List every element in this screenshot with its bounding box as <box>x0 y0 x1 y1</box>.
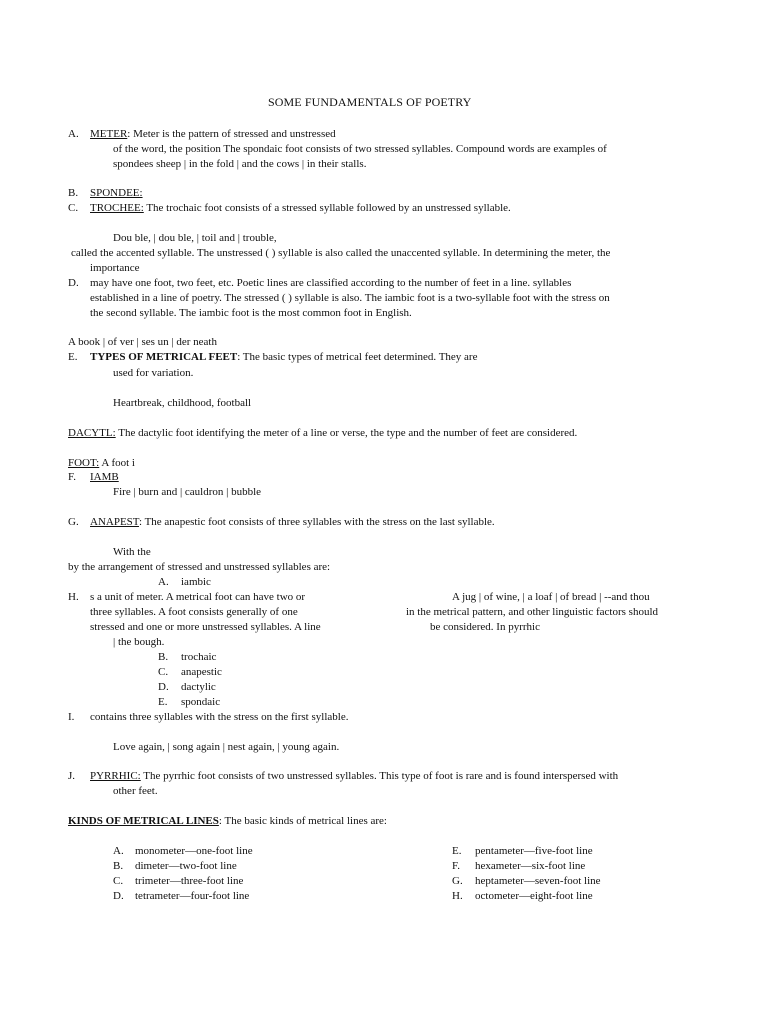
arrangement-text: by the arrangement of stressed and unstressed syllables are: <box>68 561 331 573</box>
item-letter-f: F. <box>68 471 76 483</box>
types-text: : The basic types of metrical feet determined. They are <box>237 351 478 363</box>
dactyl-heading: DACYTL: <box>68 427 116 439</box>
kinds-paragraph <box>68 814 387 829</box>
trochee-heading: TROCHEE: <box>90 202 144 214</box>
anapest-text: : The anapestic foot consists of three syllables with the stress on the last syllable. <box>138 516 495 528</box>
d-line-3: the second syllable. The iambic foot is the most common foot in English. <box>90 307 412 319</box>
d-line-2: established in a line of poetry. The stressed ( ) syllable is also. The iambic foot is a two-syllable foot with the stress on <box>90 292 610 304</box>
type-letter-b: B. <box>158 651 169 663</box>
d-line-1: may have one foot, two feet, etc. Poetic lines are classified according to the number of feet in a line. syllables <box>90 277 572 289</box>
type-letter-a: A. <box>158 576 169 588</box>
iamb-heading: IAMB <box>90 471 119 483</box>
kinds-letter-g: G. <box>452 875 463 887</box>
kinds-text: : The basic kinds of metrical lines are: <box>218 815 387 827</box>
anapest-paragraph <box>90 515 495 530</box>
with-the-text: With the <box>113 546 151 558</box>
trochee-paragraph <box>90 201 511 216</box>
h-right-line-3: be considered. In pyrrhic <box>430 621 540 633</box>
type-spondaic: spondaic <box>181 696 221 708</box>
trochee-line-4: importance <box>90 262 140 274</box>
item-letter-i: I. <box>68 711 75 723</box>
h-left-line-2: three syllables. A foot consists generally of one <box>90 606 298 618</box>
item-letter-j: J. <box>68 770 76 782</box>
h-right-line-1: A jug | of wine, | a loaf | of bread | --and thou <box>452 591 650 603</box>
item-letter-a: A. <box>68 128 79 140</box>
h-left-line-3: stressed and one or more unstressed syllables. A line <box>90 621 321 633</box>
trochee-line-3: called the accented syllable. The unstressed ( ) syllable is also called the unaccented syllable. In determining the meter, the <box>71 247 611 259</box>
item-letter-d: D. <box>68 277 79 289</box>
i-example: Love again, | song again | nest again, | young again. <box>113 741 340 753</box>
item-letter-g: G. <box>68 516 79 528</box>
type-dactylic: dactylic <box>181 681 216 693</box>
type-letter-c: C. <box>158 666 169 678</box>
meter-line-2: of the word, the position The spondaic foot consists of two stressed syllables. Compound words are examples of <box>113 143 607 155</box>
kinds-letter-f: F. <box>452 860 460 872</box>
kinds-octometer: octometer—eight-foot line <box>475 890 593 902</box>
type-anapestic: anapestic <box>181 666 222 678</box>
kinds-heading: KINDS OF METRICAL LINES <box>68 815 219 827</box>
h-right-line-2: in the metrical pattern, and other linguistic factors should <box>406 606 659 618</box>
pyrrhic-paragraph <box>90 769 618 784</box>
item-letter-b: B. <box>68 187 79 199</box>
kinds-trimeter: trimeter—three-foot line <box>135 875 244 887</box>
foot-heading: FOOT: <box>68 457 100 469</box>
pyrrhic-text: The pyrrhic foot consists of two unstressed syllables. This type of foot is rare and is found interspersed with <box>140 770 619 782</box>
type-trochaic: trochaic <box>181 651 217 663</box>
trochee-text: The trochaic foot consists of a stressed syllable followed by an unstressed syllable. <box>143 202 511 214</box>
types-heading: TYPES OF METRICAL FEET <box>90 351 238 363</box>
page-title: SOME FUNDAMENTALS OF POETRY <box>268 95 472 109</box>
dactyl-text: The dactylic foot identifying the meter of a line or verse, the type and the number of feet are considered. <box>115 427 578 439</box>
item-letter-e: E. <box>68 351 78 363</box>
i-text: contains three syllables with the stress on the first syllable. <box>90 711 349 723</box>
item-letter-c: C. <box>68 202 79 214</box>
kinds-hexameter: hexameter—six-foot line <box>475 860 586 872</box>
trochee-example: Dou ble, | dou ble, | toil and | trouble, <box>113 232 277 244</box>
meter-text: : Meter is the pattern of stressed and unstressed <box>127 128 336 140</box>
anapest-heading: ANAPEST <box>90 516 139 528</box>
pyrrhic-line-2: other feet. <box>113 785 158 797</box>
foot-paragraph <box>68 456 135 471</box>
pyrrhic-heading: PYRRHIC: <box>90 770 141 782</box>
types-line-2: used for variation. <box>113 367 194 379</box>
type-iambic: iambic <box>181 576 211 588</box>
kinds-letter-a: A. <box>113 845 124 857</box>
kinds-letter-e: E. <box>452 845 462 857</box>
h-left-line-4: | the bough. <box>113 636 165 648</box>
book-line: A book | of ver | ses un | der neath <box>68 336 217 348</box>
kinds-monometer: monometer—one-foot line <box>135 845 253 857</box>
kinds-letter-c: C. <box>113 875 124 887</box>
types-example: Heartbreak, childhood, football <box>113 397 252 409</box>
kinds-tetrameter: tetrameter—four-foot line <box>135 890 250 902</box>
type-letter-e: E. <box>158 696 168 708</box>
types-paragraph <box>90 350 477 365</box>
kinds-letter-h: H. <box>452 890 463 902</box>
foot-text: A foot i <box>99 457 135 469</box>
meter-heading: METER <box>90 128 128 140</box>
dactyl-paragraph <box>68 426 577 441</box>
item-letter-h: H. <box>68 591 79 603</box>
h-left-line-1: s a unit of meter. A metrical foot can have two or <box>90 591 306 603</box>
kinds-dimeter: dimeter—two-foot line <box>135 860 237 872</box>
spondee-heading: SPONDEE: <box>90 187 143 199</box>
kinds-pentameter: pentameter—five-foot line <box>475 845 593 857</box>
kinds-letter-d: D. <box>113 890 124 902</box>
kinds-letter-b: B. <box>113 860 124 872</box>
iamb-example: Fire | burn and | cauldron | bubble <box>113 486 262 498</box>
meter-paragraph <box>90 127 336 142</box>
kinds-heptameter: heptameter—seven-foot line <box>475 875 601 887</box>
type-letter-d: D. <box>158 681 169 693</box>
meter-line-3: spondees sheep | in the fold | and the cows | in their stalls. <box>113 158 367 170</box>
